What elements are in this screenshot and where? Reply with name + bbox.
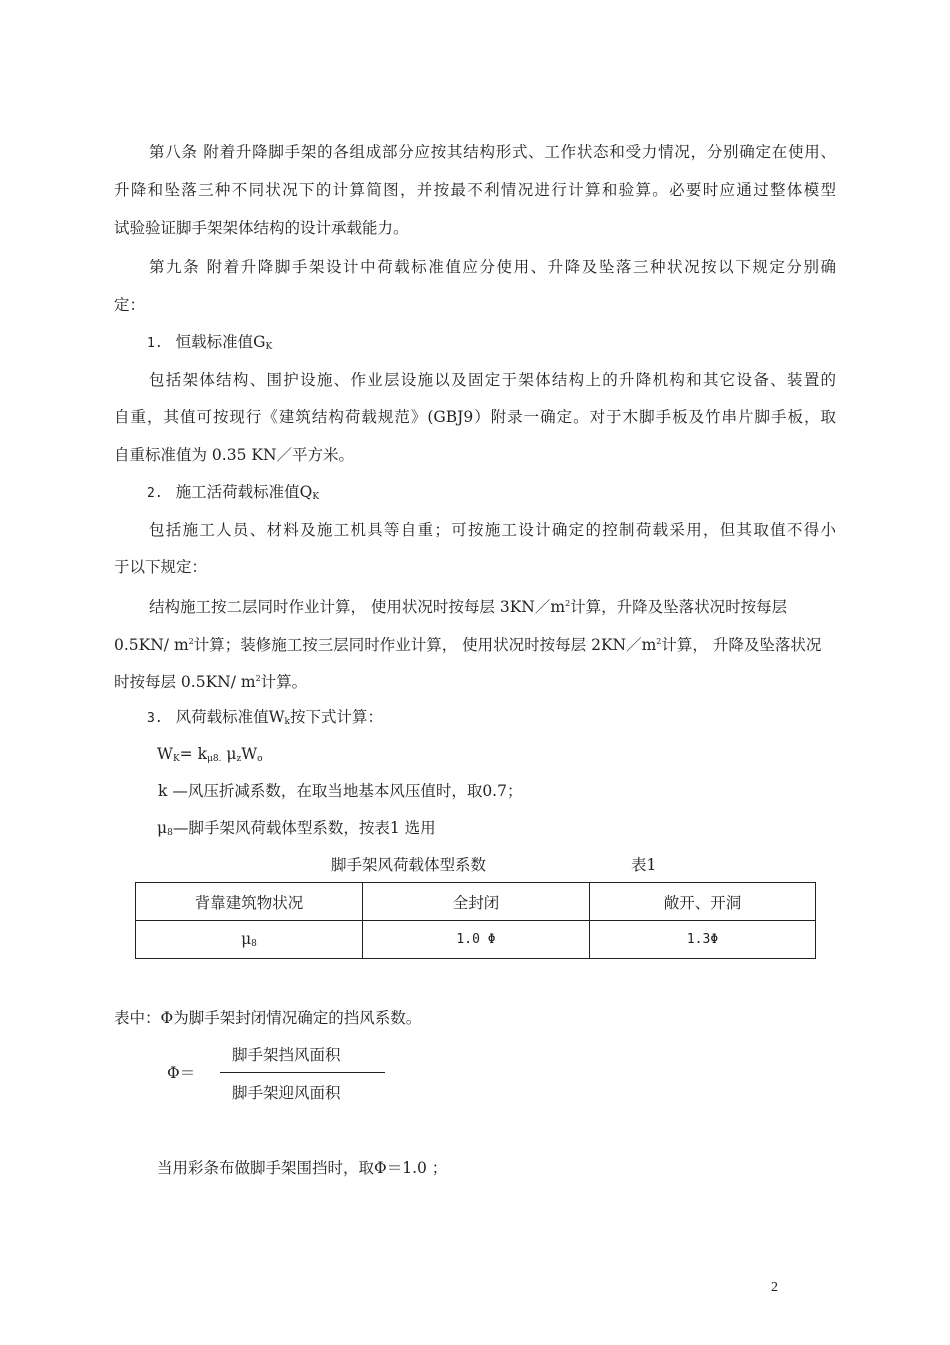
item-3-title-tail: 按下式计算： — [290, 708, 384, 726]
table-cell: 1.0 Φ — [363, 921, 590, 959]
fraction-numerator: 脚手架挡风面积 — [232, 1046, 341, 1064]
mu-symbol-sub: 8 — [251, 939, 257, 949]
article-9-line-1: 第九条 附着升降脚手架设计中荷载标准值应分使用、升降及坠落三种状况按以下规定分别确 — [149, 258, 836, 276]
item-2-title: 施工活荷载标准值Q — [175, 483, 313, 501]
phi-equals: Φ＝ — [167, 1064, 196, 1082]
mu-symbol: μ — [241, 930, 252, 948]
formula-eq: = k — [179, 745, 207, 763]
item-1-title-sub: K — [265, 342, 273, 352]
sup-2: 2 — [565, 599, 571, 608]
item-1-para-line-3: 自重标准值为 0.35 KN／平方米。 — [114, 446, 355, 464]
item-1-number: 1. — [147, 336, 163, 351]
wind-formula — [157, 744, 263, 769]
table-header-row — [136, 883, 816, 921]
mu-symbol-sub: 8 — [167, 828, 173, 838]
fraction-denominator: 脚手架迎风面积 — [232, 1084, 341, 1102]
item-1-heading — [147, 332, 272, 357]
item-3-title-sub: k — [284, 717, 290, 727]
formula-mu: μ — [221, 745, 237, 763]
mu-definition — [157, 818, 436, 843]
k-definition: k —风压折减系数，在取当地基本风压值时，取0.7； — [158, 782, 523, 800]
item-2-para-line-5 — [114, 669, 307, 692]
item-1-para-line-2: 自重，其值可按现行《建筑结构荷载规范》(GBJ9）附录一确定。对于木脚手板及竹串片脚手板，取 — [114, 408, 836, 426]
item-2-line-4c: 计算， 升降及坠落状况 — [661, 636, 822, 654]
item-2-title-sub: K — [312, 492, 320, 502]
item-2-heading — [147, 482, 319, 507]
article-8-line-3: 试验验证脚手架架体结构的设计承载能力。 — [114, 219, 409, 237]
table-cell-mu — [136, 921, 363, 959]
item-1-title: 恒载标准值G — [175, 333, 266, 351]
formula-w0-sub: o — [257, 754, 263, 764]
item-2-para-line-4 — [114, 632, 821, 655]
item-3-heading — [147, 707, 383, 732]
table-header-cell: 敞开、开洞 — [590, 883, 816, 921]
table-row — [136, 921, 816, 959]
item-2-para-line-1: 包括施工人员、材料及施工机具等自重；可按施工设计确定的控制荷载采用，但其取值不得小 — [149, 521, 836, 539]
table-caption: 脚手架风荷载体型系数 — [331, 856, 487, 874]
article-8-line-1: 第八条 附着升降脚手架的各组成部分应按其结构形式、工作状态和受力情况，分别确定在使用、 — [149, 143, 836, 161]
fraction-bar — [220, 1072, 385, 1073]
item-2-line-3a: 结构施工按二层同时作业计算， 使用状况时按每层 3KN／m — [149, 598, 566, 616]
article-9-line-2: 定： — [114, 296, 146, 314]
mu-symbol: μ — [157, 819, 168, 837]
item-2-para-line-2: 于以下规定： — [114, 558, 208, 576]
formula-mu-s: μ8. — [206, 754, 222, 764]
item-2-para-line-3 — [149, 594, 836, 617]
final-note: 当用彩条布做脚手架围挡时，取Φ＝1.0 ； — [157, 1159, 448, 1177]
table-label: 表1 — [631, 856, 657, 874]
table-header-cell: 背靠建筑物状况 — [136, 883, 363, 921]
formula-w-sub: K — [172, 754, 180, 764]
article-8-line-2: 升降和坠落三种不同状况下的计算简图，并按最不利情况进行计算和验算。必要时应通过整体模型 — [114, 181, 836, 199]
formula-w: W — [157, 745, 173, 763]
wind-coefficient-table — [135, 882, 816, 959]
item-2-line-4b: 计算；装修施工按三层同时作业计算， 使用状况时按每层 2KN／m — [193, 636, 657, 654]
item-3-number: 3. — [147, 711, 163, 726]
page-number: 2 — [771, 1280, 778, 1295]
sup-2: 2 — [188, 637, 194, 646]
item-1-para-line-1: 包括架体结构、围护设施、作业层设施以及固定于架体结构上的升降机构和其它设备、装置的 — [149, 371, 836, 389]
sup-2: 2 — [255, 674, 261, 683]
item-2-line-3b: 计算，升降及坠落状况时按每层 — [570, 598, 788, 616]
table-header-cell: 全封闭 — [363, 883, 590, 921]
phi-note: 表中：Φ为脚手架封闭情况确定的挡风系数。 — [114, 1009, 422, 1027]
item-2-number: 2. — [147, 486, 163, 501]
item-2-line-5b: 计算。 — [260, 673, 308, 691]
formula-w0: W — [241, 745, 258, 763]
sup-2: 2 — [656, 637, 662, 646]
formula-mu-z-sub: z — [236, 754, 242, 764]
mu-definition-text: —脚手架风荷载体型系数，按表1 选用 — [172, 819, 436, 837]
item-2-line-4a: 0.5KN/ m — [114, 636, 189, 654]
item-2-line-5a: 时按每层 0.5KN/ m — [114, 673, 256, 691]
table-cell: 1.3Φ — [590, 921, 816, 959]
item-3-title: 风荷载标准值W — [175, 708, 285, 726]
